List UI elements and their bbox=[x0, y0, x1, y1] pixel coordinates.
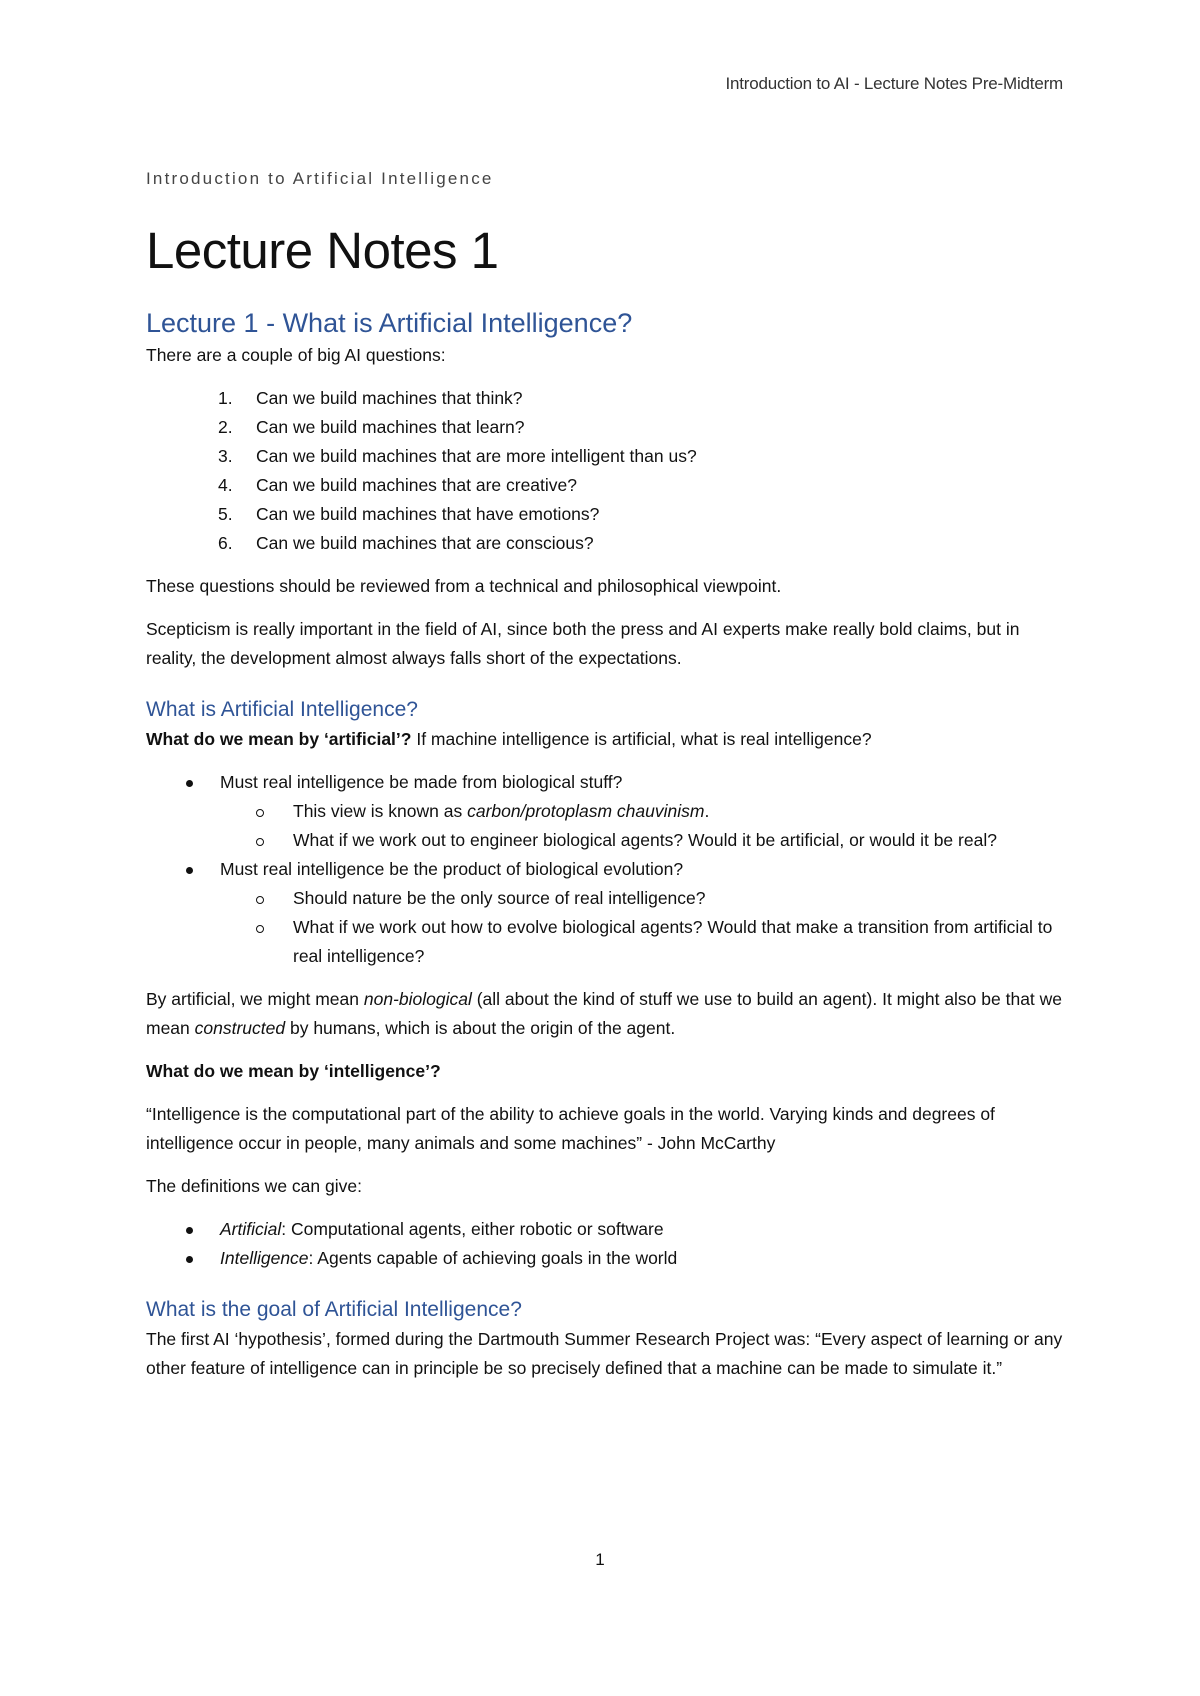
artificial-question-paragraph bbox=[146, 725, 1066, 754]
page-number: 1 bbox=[595, 1550, 605, 1569]
sub-bullet-item bbox=[220, 913, 1066, 971]
bullet-list-real-intelligence bbox=[146, 768, 1066, 971]
intelligence-question-bold: What do we mean by ‘intelligence’? bbox=[146, 1061, 441, 1081]
bullet-item bbox=[146, 768, 1066, 855]
artificial-question-bold: What do we mean by ‘artificial’? bbox=[146, 729, 412, 749]
definition-text: : Computational agents, either robotic or software bbox=[281, 1219, 664, 1239]
artificial-question-rest: If machine intelligence is artificial, what is real intelligence? bbox=[411, 729, 872, 749]
bullet-item bbox=[146, 855, 1066, 971]
definition-term: Intelligence bbox=[220, 1248, 309, 1268]
list-item bbox=[146, 413, 1066, 442]
sub-list bbox=[220, 797, 1066, 855]
bullet-icon bbox=[186, 1227, 193, 1234]
list-item-text: Can we build machines that have emotions? bbox=[256, 504, 600, 524]
bullet-list-definitions bbox=[146, 1215, 1066, 1273]
list-number: 5. bbox=[218, 504, 233, 524]
bullet-text: Must real intelligence be made from biological stuff? bbox=[220, 772, 623, 792]
sub-bullet-text: What if we work out how to evolve biological agents? Would that make a transition from artificial to real intelligence? bbox=[293, 917, 1053, 966]
circle-bullet-icon bbox=[256, 896, 264, 904]
section-heading-lecture1: Lecture 1 - What is Artificial Intelligence? bbox=[146, 308, 633, 338]
list-item-text: Can we build machines that learn? bbox=[256, 417, 525, 437]
list-item bbox=[146, 384, 1066, 413]
dartmouth-paragraph: The first AI ‘hypothesis’, formed during the Dartmouth Summer Research Project was: “Every aspect of learning or any other feature of intelligence can in principle be so precisely defined that a machine can be made to simulate it.” bbox=[146, 1329, 1063, 1378]
document-title: Lecture Notes 1 bbox=[146, 222, 499, 279]
circle-bullet-icon bbox=[256, 838, 264, 846]
paragraph-text: (all about the kind of stuff we use to build an agent). It might also be that we mean bbox=[146, 989, 1063, 1038]
sub-bullet-item bbox=[220, 826, 1066, 855]
section-heading-what-is-ai: What is Artificial Intelligence? bbox=[146, 698, 418, 721]
list-number: 1. bbox=[218, 388, 233, 408]
italic-term: non-biological bbox=[363, 989, 472, 1009]
paragraph-text: by humans, which is about the origin of the agent. bbox=[285, 1018, 676, 1038]
list-item bbox=[146, 471, 1066, 500]
sub-bullet-text: What if we work out to engineer biological agents? Would it be artificial, or would it be real? bbox=[293, 830, 997, 850]
list-number: 3. bbox=[218, 446, 233, 466]
intro-paragraph: There are a couple of big AI questions: bbox=[146, 345, 446, 365]
sub-bullet-text: Should nature be the only source of real intelligence? bbox=[293, 888, 706, 908]
bullet-icon bbox=[186, 867, 193, 874]
list-item bbox=[146, 500, 1066, 529]
definition-term: Artificial bbox=[220, 1219, 282, 1239]
bullet-item bbox=[146, 1244, 1066, 1273]
circle-bullet-icon bbox=[256, 925, 264, 933]
italic-term: constructed bbox=[194, 1018, 286, 1038]
list-item-text: Can we build machines that think? bbox=[256, 388, 523, 408]
list-item-text: Can we build machines that are more intelligent than us? bbox=[256, 446, 697, 466]
bullet-icon bbox=[186, 780, 193, 787]
mccarthy-quote: “Intelligence is the computational part of the ability to achieve goals in the world. Varying kinds and degrees of intelligence occur in people, many animals and some machines” - John McCarthy bbox=[146, 1104, 995, 1153]
list-number: 4. bbox=[218, 475, 233, 495]
paragraph-text: By artificial, we might mean bbox=[146, 989, 364, 1009]
sub-bullet-text: This view is known as bbox=[293, 801, 468, 821]
section-heading-goal-of-ai: What is the goal of Artificial Intelligence? bbox=[146, 1298, 522, 1321]
intelligence-question bbox=[146, 1057, 1066, 1086]
page-content bbox=[146, 160, 1066, 1383]
by-artificial-paragraph bbox=[146, 985, 1066, 1043]
sub-bullet-text-end: . bbox=[704, 801, 710, 821]
list-number: 6. bbox=[218, 533, 233, 553]
list-item-text: Can we build machines that are conscious? bbox=[256, 533, 594, 553]
definition-text: : Agents capable of achieving goals in the world bbox=[308, 1248, 678, 1268]
sub-list bbox=[220, 884, 1066, 971]
sub-bullet-item bbox=[220, 797, 1066, 826]
circle-bullet-icon bbox=[256, 809, 264, 817]
sub-bullet-italic: carbon/protoplasm chauvinism bbox=[467, 801, 705, 821]
list-number: 2. bbox=[218, 417, 233, 437]
review-paragraph: These questions should be reviewed from a technical and philosophical viewpoint. bbox=[146, 576, 782, 596]
definitions-intro: The definitions we can give: bbox=[146, 1176, 362, 1196]
sub-bullet-item bbox=[220, 884, 1066, 913]
bullet-item bbox=[146, 1215, 1066, 1244]
question-list bbox=[146, 384, 1066, 558]
document-subtitle: Introduction to Artificial Intelligence bbox=[146, 169, 494, 188]
bullet-text: Must real intelligence be the product of biological evolution? bbox=[220, 859, 684, 879]
list-item bbox=[146, 442, 1066, 471]
bullet-icon bbox=[186, 1256, 193, 1263]
list-item bbox=[146, 529, 1066, 558]
running-header: Introduction to AI - Lecture Notes Pre-Midterm bbox=[725, 74, 1063, 93]
list-item-text: Can we build machines that are creative? bbox=[256, 475, 578, 495]
scepticism-paragraph: Scepticism is really important in the field of AI, since both the press and AI experts make really bold claims, but in reality, the development almost always falls short of the expectations. bbox=[146, 619, 1020, 668]
